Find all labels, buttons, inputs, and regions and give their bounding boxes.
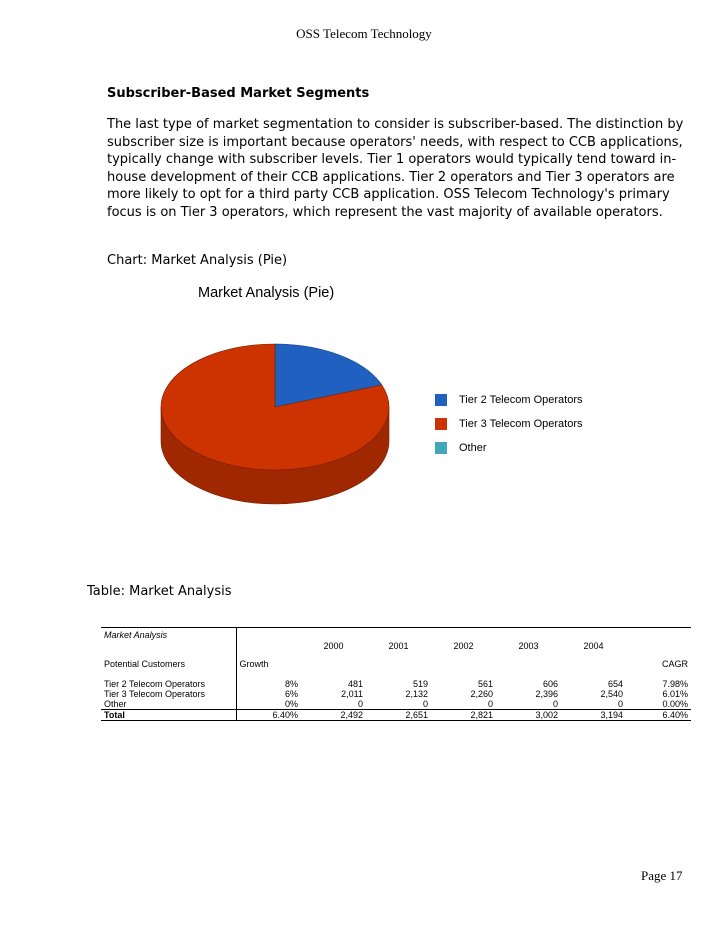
table-title-row: [101, 628, 691, 642]
total-value: 3,194: [561, 710, 626, 721]
page-header: OSS Telecom Technology: [296, 26, 432, 41]
table-caption: Table: Market Analysis: [87, 584, 232, 599]
row-value: 2,396: [535, 689, 558, 699]
row-growth: 6%: [284, 689, 298, 699]
table-row: [101, 679, 691, 689]
row-value: 481: [347, 679, 363, 689]
table-header-row: [101, 651, 691, 669]
total-value: 3,002: [496, 710, 561, 721]
col-potential-customers: Potential Customers: [101, 651, 236, 669]
col-growth: Growth: [239, 659, 269, 669]
legend-swatch-tier3: [435, 418, 447, 430]
row-value: 2,540: [600, 689, 623, 699]
row-value: 654: [607, 679, 623, 689]
total-label: Total: [101, 710, 236, 721]
legend-swatch-other: [435, 442, 447, 454]
page-number: Page 17: [641, 868, 683, 883]
legend-label-other: Other: [459, 442, 487, 454]
row-label: Tier 3 Telecom Operators: [101, 689, 236, 699]
row-cagr: 0.00%: [662, 699, 688, 709]
row-value: 0: [422, 699, 428, 709]
row-growth: 0%: [284, 699, 298, 709]
table-year-row: [101, 641, 691, 651]
table-row: [101, 699, 691, 710]
col-cagr: CAGR: [661, 659, 688, 669]
year-header: 2004: [583, 641, 604, 651]
market-analysis-table: [101, 627, 691, 721]
table-title: Market Analysis: [101, 628, 236, 642]
row-value: 0: [617, 699, 623, 709]
total-value: 2,821: [431, 710, 496, 721]
pie-slices: [161, 344, 389, 470]
row-cagr: 6.01%: [662, 689, 688, 699]
year-header: 2000: [323, 641, 344, 651]
year-header: 2003: [518, 641, 539, 651]
chart-caption: Chart: Market Analysis (Pie): [107, 253, 288, 268]
row-value: 2,132: [405, 689, 428, 699]
year-header: 2002: [453, 641, 474, 651]
table-total-row: [101, 710, 691, 721]
row-value: 2,260: [470, 689, 493, 699]
row-value: 0: [552, 699, 558, 709]
row-value: 519: [412, 679, 428, 689]
legend-label-tier3: Tier 3 Telecom Operators: [459, 418, 583, 430]
total-value: 2,492: [301, 710, 366, 721]
chart-title: Market Analysis (Pie): [198, 285, 335, 301]
legend-label-tier2: Tier 2 Telecom Operators: [459, 394, 583, 406]
pie-chart: [150, 330, 410, 520]
total-growth: 6.40%: [236, 710, 301, 721]
row-growth: 8%: [284, 679, 298, 689]
year-header: 2001: [388, 641, 409, 651]
total-cagr: 6.40%: [626, 710, 691, 721]
row-value: 561: [477, 679, 493, 689]
row-value: 606: [542, 679, 558, 689]
total-value: 2,651: [366, 710, 431, 721]
section-title: Subscriber-Based Market Segments: [107, 86, 370, 101]
row-cagr: 7.98%: [662, 679, 688, 689]
row-value: 0: [357, 699, 363, 709]
row-value: 0: [487, 699, 493, 709]
legend-swatch-tier2: [435, 394, 447, 406]
table-row: [101, 689, 691, 699]
row-value: 2,011: [341, 689, 363, 699]
body-paragraph: The last type of market segmentation to consider is subscriber-based. The distinction by subscriber size is important because operators' needs, with respect to CCB applications, typically change with subscriber levels. Tier 1 operators would typically tend toward in-house development of their CCB applications. Tier 2 operators and Tier 3 operators are more likely to opt for a third party CCB application. OSS Telecom Technology's primary focus is on Tier 3 operators, which represent the vast majority of available operators.: [107, 117, 684, 220]
row-label: Other: [101, 699, 236, 710]
row-label: Tier 2 Telecom Operators: [101, 679, 236, 689]
